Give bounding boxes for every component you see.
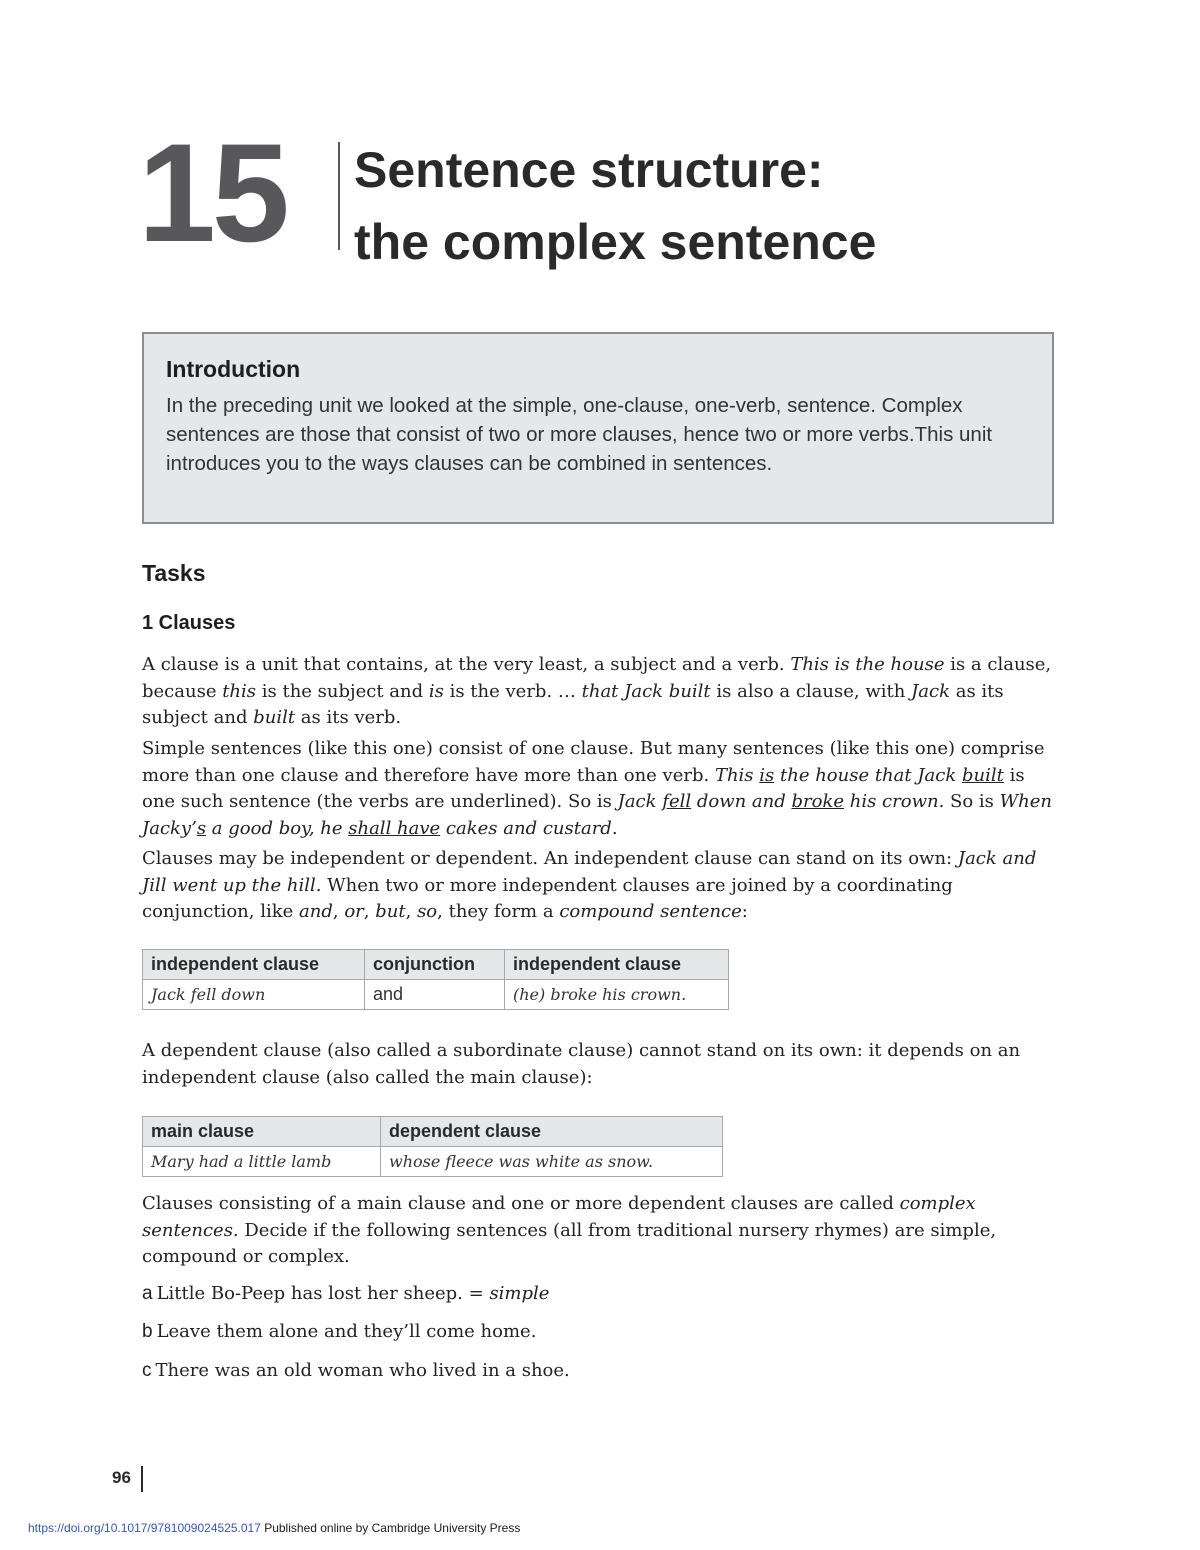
table-header-cell: independent clause — [505, 950, 729, 980]
exercise-item-b: b Leave them alone and they’ll come home. — [142, 1321, 537, 1342]
compound-sentence-table — [142, 949, 729, 1010]
title-divider — [338, 142, 340, 250]
section-heading-clauses: 1 Clauses — [142, 612, 236, 634]
table-cell: Jack fell down — [143, 980, 365, 1010]
table-row — [143, 1147, 723, 1177]
doi-link[interactable]: https://doi.org/10.1017/9781009024525.017 — [28, 1521, 261, 1535]
introduction-box — [142, 332, 1054, 524]
page-number: 96 — [112, 1468, 131, 1487]
paragraph-independent-dependent: Clauses may be independent or dependent. An independent clause can stand on its own: Jack and Jill went up the hill. When two or more independent clauses are joined by a coordinating conjunction, like and, or, but, so, they form a compound sentence: — [142, 848, 1037, 922]
exercise-item-a: a Little Bo-Peep has lost her sheep. = simple — [142, 1283, 550, 1304]
table-cell: (he) broke his crown. — [505, 980, 729, 1010]
table-header-cell: conjunction — [365, 950, 505, 980]
paragraph-simple-sentences: Simple sentences (like this one) consist of one clause. But many sentences (like this one) comprise more than one clause and therefore have more than one verb. This is the house that Jack built is one such sentence (the verbs are underlined). So is Jack fell down and broke his crown. So is When Jacky’s a good boy, he shall have cakes and custard. — [142, 738, 1052, 839]
introduction-text: In the preceding unit we looked at the simple, one-clause, one-verb, sentence. Complex sentences are those that consist of two or more clauses, hence two or more verbs.This unit introduces you to the ways clauses can be combined in sentences. — [166, 394, 993, 475]
table-header-cell: independent clause — [143, 950, 365, 980]
paragraph-dependent-clause: A dependent clause (also called a subordinate clause) cannot stand on its own: it depends on an independent clause (also called the main clause): — [142, 1040, 1021, 1088]
footer — [28, 1521, 520, 1535]
page-title — [354, 134, 876, 278]
exercise-item-c: c There was an old woman who lived in a shoe. — [142, 1360, 570, 1381]
complex-sentence-table — [142, 1116, 723, 1177]
table-header-cell: dependent clause — [381, 1117, 723, 1147]
table-cell: and — [365, 980, 505, 1010]
page-number-divider — [141, 1466, 143, 1492]
title-line-2: the complex sentence — [354, 214, 877, 270]
table-header-row — [143, 950, 729, 980]
paragraph-clause-definition: A clause is a unit that contains, at the very least, a subject and a verb. This is the house is a clause, because this is the subject and is is the verb. … that Jack built is also a clause, with Jack as its subject and built as its verb. — [142, 654, 1052, 728]
table-cell: whose fleece was white as snow. — [381, 1147, 723, 1177]
paragraph-complex-sentences: Clauses consisting of a main clause and one or more dependent clauses are called complex sentences. Decide if the following sentences (all from traditional nursery rhymes) are simple, compound or complex. — [142, 1193, 997, 1267]
introduction-heading: Introduction — [166, 356, 301, 382]
table-header-row — [143, 1117, 723, 1147]
table-cell: Mary had a little lamb — [143, 1147, 381, 1177]
publisher-note: Published online by Cambridge University Press — [260, 1521, 521, 1535]
unit-number: 15 — [138, 114, 286, 271]
title-line-1: Sentence structure: — [354, 142, 824, 198]
tasks-heading: Tasks — [142, 560, 206, 586]
table-row — [143, 980, 729, 1010]
table-header-cell: main clause — [143, 1117, 381, 1147]
